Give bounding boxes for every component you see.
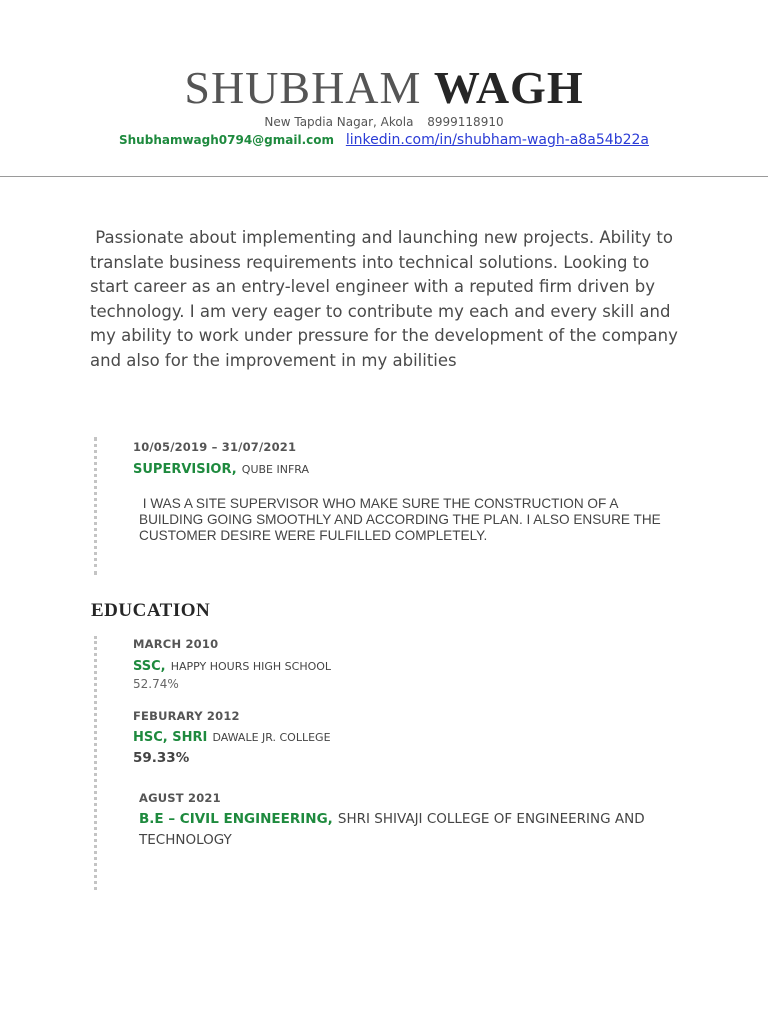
education-title-line xyxy=(133,655,331,674)
education-title-line xyxy=(133,726,331,745)
address: New Tapdia Nagar, Akola xyxy=(264,115,414,129)
education-score: 59.33% xyxy=(133,750,190,766)
experience-date: 10/05/2019 – 31/07/2021 xyxy=(133,440,297,454)
education-timeline-bar xyxy=(94,636,97,890)
education-qualification: HSC, SHRI xyxy=(133,730,208,745)
education-score: 52.74% xyxy=(133,677,179,691)
online-contact-line xyxy=(0,132,768,148)
last-name: WAGH xyxy=(433,62,584,113)
experience-title-line xyxy=(133,458,309,477)
education-qualification: SSC, xyxy=(133,659,166,674)
education-title-line xyxy=(139,808,659,850)
education-qualification: B.E – CIVIL ENGINEERING, xyxy=(139,811,333,827)
experience-timeline-bar xyxy=(94,437,97,575)
experience-organization: QUBE INFRA xyxy=(241,463,310,476)
education-institution: HAPPY HOURS HIGH SCHOOL xyxy=(170,660,332,673)
education-date: AGUST 2021 xyxy=(139,791,221,805)
experience-role: SUPERVISIOR, xyxy=(133,462,237,477)
linkedin-link[interactable]: linkedin.com/in/shubham-wagh-a8a54b22a xyxy=(345,132,649,148)
address-line xyxy=(0,115,768,129)
education-heading: EDUCATION xyxy=(91,600,211,621)
candidate-name xyxy=(0,60,768,116)
education-date: FEBURARY 2012 xyxy=(133,709,240,723)
education-institution: DAWALE JR. COLLEGE xyxy=(212,731,331,744)
first-name: SHUBHAM xyxy=(184,62,422,113)
education-date: MARCH 2010 xyxy=(133,637,219,651)
header-divider xyxy=(0,176,768,177)
email-address: Shubhamwagh0794@gmail.com xyxy=(119,133,335,147)
experience-description: I WAS A SITE SUPERVISOR WHO MAKE SURE THE CONSTRUCTION OF A BUILDING GOING SMOOTHLY AND ACCORDING THE PLAN. I ALSO ENSURE THE CUSTOMER DESIRE WERE FULFILLED COMPLETELY. xyxy=(139,496,665,543)
phone-number: 8999118910 xyxy=(427,115,504,129)
profile-summary: Passionate about implementing and launching new projects. Ability to translate business requirements into technical solutions. Looking to start career as an entry-level engineer with a reputed firm driven by technology. I am very eager to contribute my each and every skill and my ability to work under pressure for the development of the company and also for the improvement in my abilities xyxy=(90,228,684,370)
education-institution: SHRI SHIVAJI COLLEGE OF ENGINEERING AND TECHNOLOGY xyxy=(139,811,645,848)
